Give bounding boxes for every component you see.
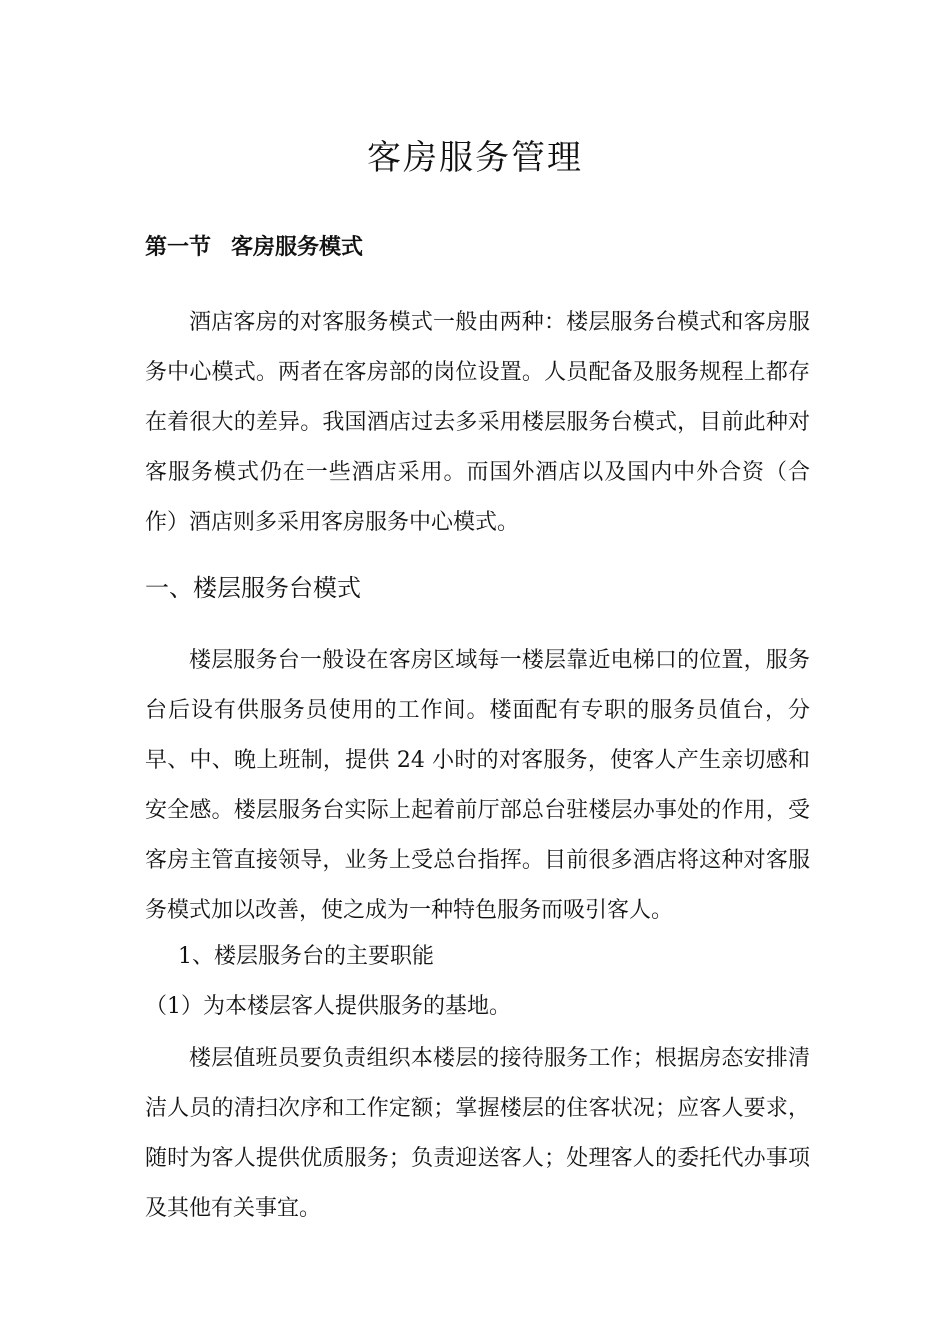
item-1-heading: （1）为本楼层客人提供服务的基地。 (145, 994, 511, 1019)
section-title: 客房服务模式 (231, 235, 364, 260)
subsection-paragraph: 楼层服务台一般设在客房区域每一楼层靠近电梯口的位置，服务台后设有供服务员使用的工作间。楼面配有专职的服务员值台，分早、中、晚上班制，提供 24 小时的对客服务，使客人产生亲切感和安全感。楼层服务台实际上起着前厅部总台驻楼层办事处的作用，受客房主管直接领导，业务上受总台指挥。目前很多酒店将这种对客服务模式加以改善，使之成为一种特色服务而吸引客人。 (145, 648, 810, 923)
item-1-paragraph: 楼层值班员要负责组织本楼层的接待服务工作；根据房态安排清洁人员的清扫次序和工作定额；掌握楼层的住客状况；应客人要求，随时为客人提供优质服务；负责迎送客人；处理客人的委托代办事项及其他有关事宜。 (145, 1046, 810, 1221)
document-title: 客房服务管理 (367, 138, 583, 178)
section-number: 第一节 (145, 235, 212, 260)
section-heading (145, 230, 363, 266)
intro-paragraph: 酒店客房的对客服务模式一般由两种：楼层服务台模式和客房服务中心模式。两者在客房部的岗位设置。人员配备及服务规程上都存在着很大的差异。我国酒店过去多采用楼层服务台模式，目前此种对客服务模式仍在一些酒店采用。而国外酒店以及国内中外合资（合作）酒店则多采用客房服务中心模式。 (145, 310, 810, 535)
item-heading: 1、楼层服务台的主要职能 (178, 944, 434, 969)
subsection-heading: 一、楼层服务台模式 (145, 574, 361, 602)
